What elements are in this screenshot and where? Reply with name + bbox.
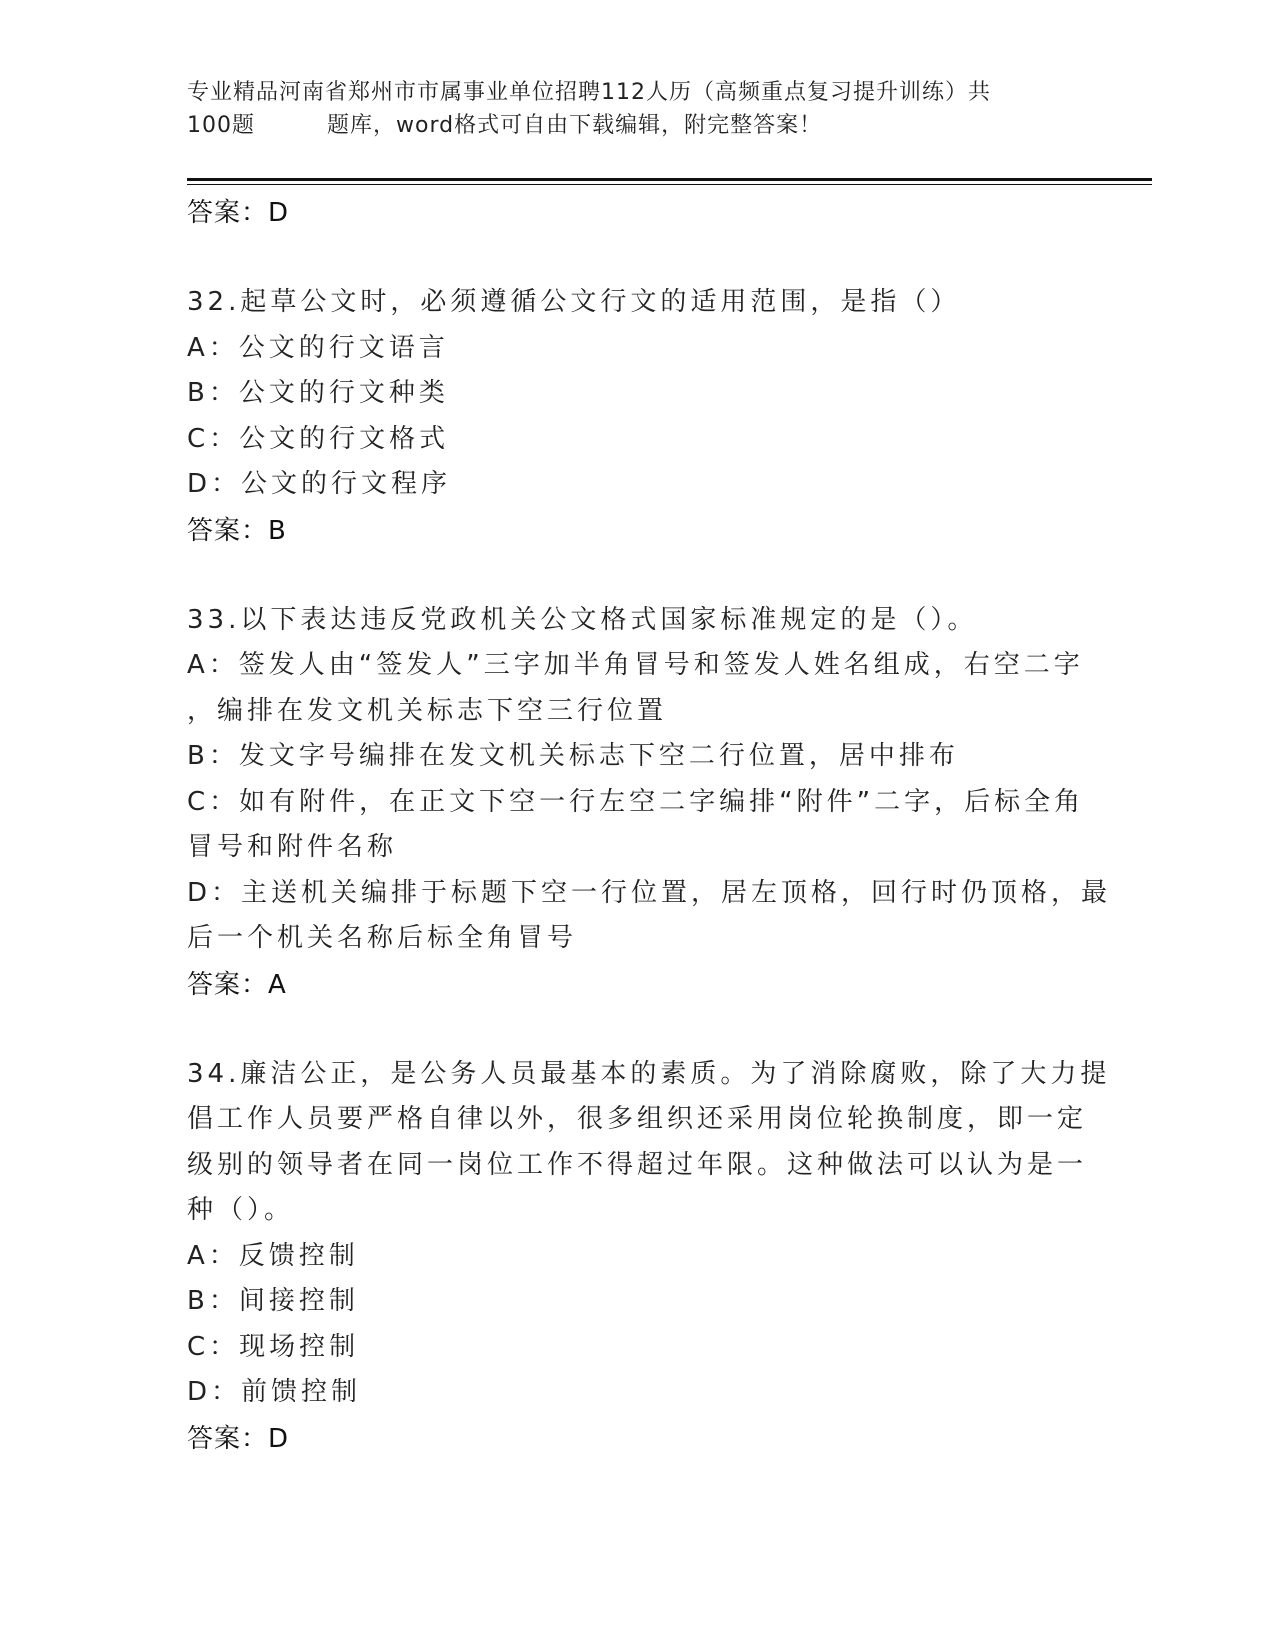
option-d-continued: 后一个机关名称后标全角冒号 [187,923,578,953]
header-rule-thin [187,184,1152,185]
question-stem: 32.起草公文时，必须遵循公文行文的适用范围，是指（） [187,287,961,317]
option-a: A：公文的行文语言 [187,332,449,363]
question-stem-continued: 倡工作人员要严格自律以外，很多组织还采用岗位轮换制度，即一定 [187,1104,1088,1134]
option-d: D：公文的行文程序 [187,469,452,499]
option-b: B：发文字号编排在发文机关标志下空二行位置，居中排布 [187,741,959,771]
question-block [187,598,1112,1008]
header-title-line-2 [187,109,1087,142]
question-stem: 34.廉洁公正，是公务人员最基本的素质。为了消除腐败，除了大力提 [187,1058,1111,1089]
header-question-count: 100题 [187,113,255,138]
answer-line: 答案：B [187,515,287,546]
option-c: C：公文的行文格式 [187,423,450,454]
header-title-line-1: 专业精品河南省郑州市市属事业单位招聘112人历（高频重点复习提升训练）共 [187,80,991,105]
question-block [187,280,1087,554]
option-b: B：间接控制 [187,1286,359,1316]
answer-line: 答案：A [187,969,287,1000]
option-c-continued: 冒号和附件名称 [187,832,398,862]
option-a: A：签发人由“签发人”三字加半角冒号和签发人姓名组成，右空二字 [187,650,1084,680]
option-b: B：公文的行文种类 [187,378,449,408]
option-d: D：主送机关编排于标题下空一行位置，居左顶格，回行时仍顶格，最 [187,877,1112,908]
option-a: A：反馈控制 [187,1240,359,1271]
document-header [187,76,1087,142]
question-block [187,1052,1111,1462]
option-d: D：前馈控制 [187,1377,362,1407]
previous-answer: 答案：D [187,198,290,228]
question-stem-continued: 级别的领导者在同一岗位工作不得超过年限。这种做法可以认为是一 [187,1149,1088,1180]
header-rule-thick [187,178,1152,181]
document-body [187,190,1112,1462]
question-stem: 33.以下表达违反党政机关公文格式国家标准规定的是（）。 [187,604,978,635]
question-stem-continued: 种（）。 [187,1195,295,1225]
option-c: C：如有附件，在正文下空一行左空二字编排“附件”二字，后标全角 [187,786,1085,817]
option-c: C：现场控制 [187,1331,360,1362]
answer-line: 答案：D [187,1423,290,1454]
option-a-continued: ，编排在发文机关标志下空三行位置 [187,695,668,726]
header-description: 题库，word格式可自由下载编辑，附完整答案！ [327,113,823,138]
